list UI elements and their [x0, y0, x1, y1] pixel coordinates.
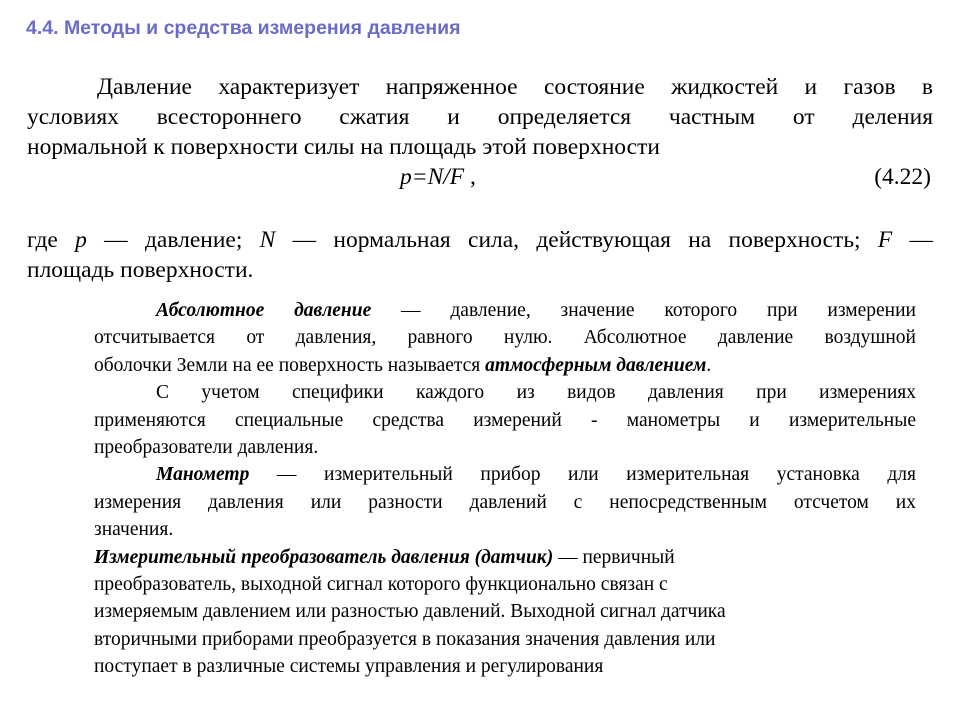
formula-row	[27, 162, 933, 192]
manometer-line-1	[94, 461, 916, 488]
definition-text: оболочки Земли на ее поверхность называется	[94, 354, 486, 376]
transducer-line-5: поступает в различные системы управления и регулирования	[94, 656, 604, 678]
equation-number: (4.22)	[874, 164, 931, 190]
specifics-line-1: С учетом специфики каждого из видов давления при измерениях	[156, 382, 916, 404]
definition-text: — давление, значение которого при измерении	[371, 300, 916, 321]
intro-line-1: Давление характеризует напряженное состояние жидкостей и газов в	[97, 74, 933, 100]
term-manometer: Манометр	[156, 464, 250, 486]
symbol-n: N	[259, 227, 276, 253]
manometer-line-2: измерения давления или разности давлений с непосредственным отсчетом их	[94, 491, 916, 513]
where-paragraph	[27, 225, 933, 285]
definition-text: — первичный	[553, 546, 675, 568]
where-text: где	[27, 227, 76, 253]
definition-text: .	[706, 354, 712, 376]
symbol-p: p	[75, 227, 87, 253]
symbol-f: F	[877, 227, 893, 253]
intro-paragraph	[27, 72, 933, 162]
formula-comma: ,	[464, 164, 476, 190]
term-atmospheric-pressure: атмосферным давлением	[485, 354, 707, 376]
absolute-line-3	[94, 352, 916, 379]
specifics-line-3: преобразователи давления.	[94, 437, 319, 459]
absolute-line-1	[94, 297, 916, 324]
transducer-line-1	[94, 544, 916, 571]
transducer-line-4: вторичными приборами преобразуется в показания значения давления или	[94, 628, 716, 650]
manometer-line-3: значения.	[94, 519, 174, 541]
where-text: —	[892, 227, 933, 253]
absolute-line-2: отсчитывается от давления, равного нулю. Абсолютное давление воздушной	[94, 327, 916, 349]
where-line-2: площадь поверхности.	[27, 257, 254, 283]
formula-expression: p=N/F	[400, 164, 465, 190]
term-absolute-pressure: Абсолютное давление	[156, 300, 372, 321]
term-pressure-transducer: Измерительный преобразователь давления (датчик)	[94, 546, 554, 568]
definitions-block	[94, 297, 916, 681]
definition-text: — измерительный прибор или измерительная установка для	[249, 464, 916, 486]
intro-line-2: условиях всестороннего сжатия и определяется частным от деления	[27, 104, 933, 130]
where-text: — давление;	[86, 227, 260, 253]
intro-line-3: нормальной к поверхности силы на площадь этой поверхности	[27, 134, 660, 160]
where-line-1	[27, 225, 933, 255]
transducer-line-3: измеряемым давлением или разностью давлений. Выходной сигнал датчика	[94, 601, 726, 623]
specifics-line-2: применяются специальные средства измерений - манометры и измерительные	[94, 409, 916, 431]
slide-title: 4.4. Методы и средства измерения давления	[26, 17, 461, 39]
where-text: — нормальная сила, действующая на поверхность;	[275, 227, 878, 253]
pressure-formula	[400, 162, 476, 192]
transducer-line-2: преобразователь, выходной сигнал которого функционально связан с	[94, 574, 668, 596]
